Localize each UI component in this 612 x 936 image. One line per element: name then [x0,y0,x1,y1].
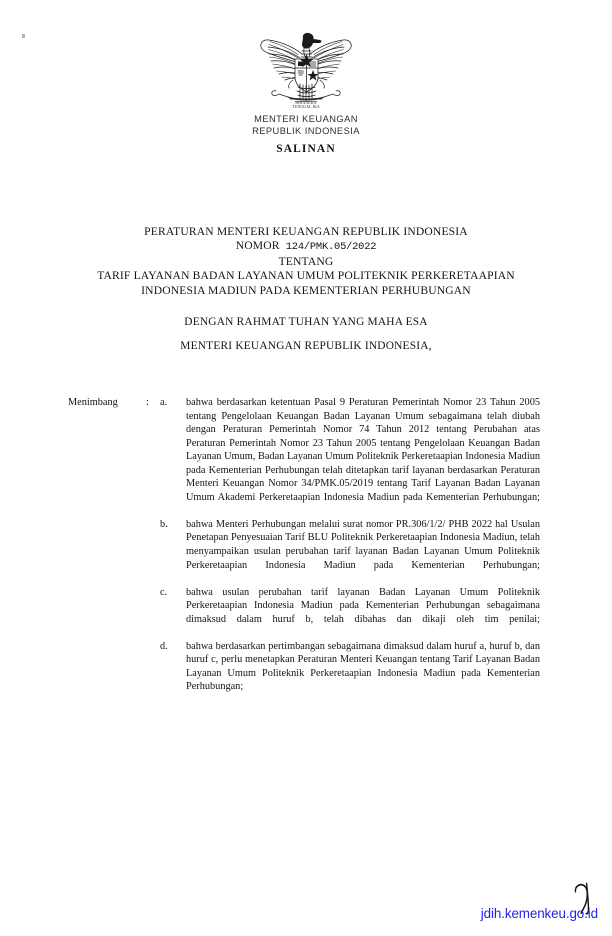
nomor-label: NOMOR [235,239,280,253]
ministry-line-2: REPUBLIK INDONESIA [252,126,360,136]
ministry-line-1: MENTERI KEUANGAN [254,114,358,124]
considering-text-c: bahwa usulan perubahan tarif layanan Badan Layanan Umum Politeknik Perkeretaapian Indonesia Madiun pada Kementerian Perhubungan sebagaimana dimaksud dalam huruf b, telah dibahas dan dikaji oleh tim penilai; [186,586,540,625]
considering-item-a [68,396,540,518]
svg-text:BHINNEKA: BHINNEKA [295,101,317,105]
copy-mark-salinan: SALINAN [276,143,336,155]
considering-item-d [68,640,540,708]
considering-label: Menimbang [68,397,118,408]
considering-text-a: bahwa berdasarkan ketentuan Pasal 9 Peraturan Pemerintah Nomor 23 Tahun 2005 tentang Pengelolaan Keuangan Badan Layanan Umum sebagaimana telah diubah dengan Peraturan Pemerintah Nomor 74 Tahun 2012 tentang Perubahan atas Peraturan Pemerintah Nomor 23 Tahun 2005 tentang Pengelolaan Keuangan Badan Layanan Umum, Badan Layanan Umum Politeknik Perkeretaapian Indonesia Madiun pada Kementerian Perhubungan telah ditetapkan tarif layanan berdasarkan Peraturan Menteri Keuangan Nomor 34/PMK.05/2019 tentang Tarif Layanan Badan Layanan Umum Akademi Perkeretaapian Indonesia Madiun pada Kementerian Perhubungan; [186,397,540,503]
considering-text-d: bahwa berdasarkan pertimbangan sebagaimana dimaksud dalam huruf a, huruf b, dan huruf c, perlu menetapkan Peraturan Menteri Keuangan tentang Tarif Layanan Badan Layanan Umum Politeknik Perkeretaapian Indonesia Madiun pada Kementerian Perhubungan; [186,640,540,693]
jdih-watermark-url: jdih.kemenkeu.go.id [480,906,598,921]
garuda-pancasila-emblem [254,28,358,112]
title-line-4: TARIF LAYANAN BADAN LAYANAN UMUM POLITEKNIK PERKERETAAPIAN [97,269,515,283]
invocation-line: DENGAN RAHMAT TUHAN YANG MAHA ESA [184,316,428,328]
nomor-value: 124/PMK.05/2022 [285,241,377,254]
svg-text:TUNGGAL IKA: TUNGGAL IKA [292,105,320,109]
authority-line: MENTERI KEUANGAN REPUBLIK INDONESIA, [180,340,432,352]
regulation-title-block [46,225,566,298]
title-line-1: PERATURAN MENTERI KEUANGAN REPUBLIK INDONESIA [144,225,468,238]
title-nomor-line [46,239,566,254]
considering-marker-a: a. [160,397,168,408]
emblem-container [0,28,612,117]
considering-marker-b: b. [160,518,168,530]
considering-item-c [68,586,540,640]
considering-item-b [68,518,540,586]
title-tentang: TENTANG [278,254,334,268]
considering-marker-d: d. [160,640,168,652]
considering-marker-c: c. [160,586,168,598]
title-line-5: INDONESIA MADIUN PADA KEMENTERIAN PERHUBUNGAN [141,283,471,297]
considering-text-b: bahwa Menteri Perhubungan melalui surat nomor PR.306/1/2/ PHB 2022 hal Usulan Penetapan Penyesuaian Tarif BLU Politeknik Perkeretaapian Indonesia Madiun, telah menyampaikan usulan perubahan tarif layanan Badan Layanan Umum Politeknik Perkeretaapian Indonesia Madiun pada Kementerian Perhubungan; [186,518,540,571]
considering-colon: : [146,397,149,408]
considering-section [68,396,540,708]
